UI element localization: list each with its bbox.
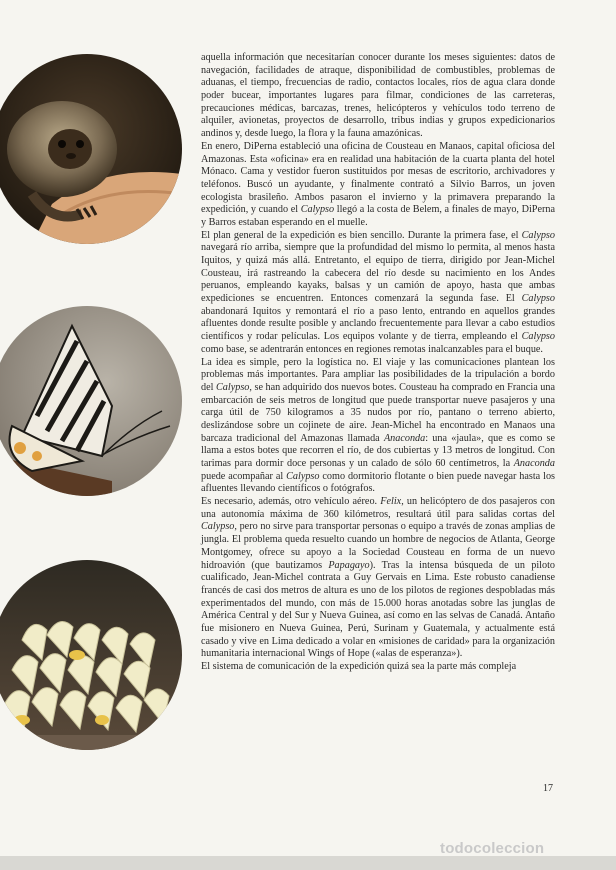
text-run: aquella información que necesitarían conocer durante los meses siguientes: datos de navegación, facilidades de atraque, disponibilidad de combustibles, problemas de aduanas, el tiempo, frecuencias de radio, contactos locales, ríos de agua clara donde poder bucear, importantes lugares para filmar, condiciones de las carreteras, precauciones médicas, barcazas, trenes, helicópteros y vehículos todo terreno de alquiler, avionetas, proyectos de desarrollo, tribus indias y grupos expedicionarios andinos y, desde luego, la flora y la fauna amazónicas. [201, 52, 555, 140]
italic-text: Calypso [521, 293, 555, 305]
text-run: La idea es simple, pero la logística no. El viaje y las comunicaciones plantean los problemas más importantes. Para ampliar las posibilidades de la tripulación a bordo del [201, 356, 555, 393]
text-run: como base, se adentrarán entonces en regiones remotas inalcanzables para el buque. [201, 343, 543, 355]
italic-text: Papagayo [328, 559, 370, 571]
text-run: , se han adquirido dos nuevos botes. Cousteau ha comprado en Francia una embarcación de seis metros de longitud que puede transportar nueve pasajeros y una carga útil de 750 kilogramos a 35 nudos por río, pantano o terreno abierto, deslizándose sobre un cojinete de aire. Jean-Michel ha encontrado en Manaos una barcaza tradicional del Amazonas llamada [201, 381, 555, 444]
text-run: : una «jaula», que es como se llama a estos botes que recorren el río, de dos cubiertas y 13 metros de longitud. Con tarimas para dormir doce personas y un calado de sólo 60 centímetros, la [201, 432, 556, 469]
text-run: Es necesario, además, otro vehículo aéreo. [201, 496, 381, 508]
text-run: llegó a la costa de Belem, a finales de mayo, DiPerna y Barros estaban esperando en el muelle. [201, 204, 556, 228]
watermark: todocoleccion [440, 840, 545, 857]
italic-text: Felix [380, 496, 402, 508]
marmoset-photo [0, 54, 182, 244]
paragraph [201, 661, 555, 674]
paragraph [201, 230, 555, 357]
butterflies-cluster-image [0, 560, 182, 750]
italic-text: Calypso [521, 229, 555, 241]
paragraph [201, 141, 555, 230]
text-run: El sistema de comunicación de la expedición quizá sea la parte más compleja [201, 661, 517, 672]
butterfly-photo [0, 306, 182, 496]
paragraph [201, 496, 555, 661]
butterflies-cluster-photo [0, 560, 182, 750]
text-run: puede acompañar al [201, 470, 287, 482]
text-run: ). Tras la intensa búsqueda de un piloto cualificado, Jean-Michel contrata a Guy Gervais en Lima. Este robusto canadiense francés de casi dos metros de altura es uno de los pilotos de regiones despobladas más experimentados del mundo, con más de 15.000 horas anotadas sobre las junglas de América Central y del Sur y Nueva Guinea, así como en las selvas de Canadá. Antaño fue misionero en Nueva Guinea, Perú, Surinam y Guatemala, y actualmente está casado y vive en Lima dedicado a volar en «misiones de caridad» para la organización humanitaria internacional Wings of Hope («alas de esperanza»). [201, 559, 555, 660]
italic-text: Calypso [300, 204, 335, 216]
text-run: , pero no sirve para transportar personas o equipo a través de zonas amplias de jungla. El problema queda resuelto cuando un hombre de negocios de Atlanta, George Montgomey, ofrece su apoyo a la Sociedad Cousteau en forma de un nuevo hidroavión (que bautizamos [201, 521, 555, 571]
italic-text: Calypso [216, 381, 250, 393]
scan-bottom-band [0, 856, 616, 870]
text-run: , un helicóptero de dos pasajeros con una autonomía máxima de 360 kilómetros, resultará útil para salidas cortas del [201, 496, 555, 520]
article-body [201, 52, 555, 674]
butterfly-image [0, 306, 182, 496]
paragraph [201, 52, 555, 141]
italic-text: Calypso [286, 470, 320, 482]
marmoset-image [0, 54, 182, 244]
italic-text: Anaconda [513, 458, 555, 469]
text-run: abandonará Iquitos y remontará el río a paso lento, entrando en aquellos grandes afluentes donde resulte posible y anclando frecuentemente para llevar a cabo estudios científicos y rodar películas. Los equipos volante y de tierra, empleando el [201, 305, 555, 343]
italic-text: Calypso [201, 521, 235, 533]
text-run: En enero, DiPerna estableció una oficina de Cousteau en Manaos, capital oficiosa del Amazonas. Esta «oficina» era en realidad una habitación de la cuarta planta del hotel Mónaco. Cama y vestidor fueron sustituidos por mesas de escritorio, archivadores y teléfonos. Buscó un ayudante, y finalmente contrató a Silvio Barros, un joven ecologista brasileño. Ambos pasaron el invierno y la primavera preparando la expedición, y cuando el [201, 140, 555, 216]
italic-text: Calypso [521, 331, 555, 343]
paragraph [201, 357, 555, 497]
text-run: navegará río arriba, siempre que la profundidad del mismo lo permita, al menos hasta Iquitos, y quizá más allá. Entretanto, el equipo de tierra, dirigido por Jean-Michel Cousteau, irá rastreando la cabecera del río desde su nacimiento en los Andes peruanos, empleando kayaks, balsas y un camión de apoyo, hasta que ambas expediciones se encuentren. Entonces comenzará la segunda fase. El [201, 242, 555, 305]
page-number: 17 [543, 783, 553, 794]
text-run: El plan general de la expedición es bien sencillo. Durante la primera fase, el [201, 229, 522, 241]
italic-text: Anaconda [383, 432, 426, 444]
text-run: como dormitorio flotante o bien puede navegar hasta los afluentes llevando científicos o fotógrafos. [201, 470, 555, 495]
